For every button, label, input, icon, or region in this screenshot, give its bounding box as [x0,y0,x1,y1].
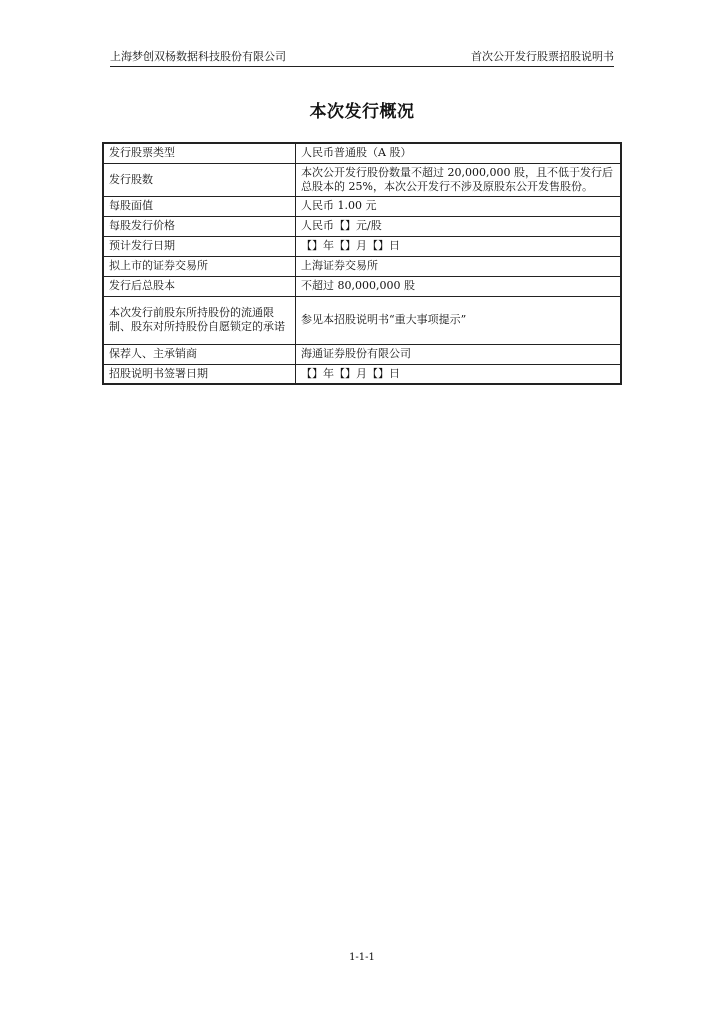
row-value: 人民币 1.00 元 [296,196,622,216]
row-value: 人民币【】元/股 [296,216,622,236]
row-label: 发行股票类型 [103,143,296,163]
table-row [103,236,621,256]
row-value: 海通证券股份有限公司 [296,344,622,364]
page-header [110,52,614,67]
table-row [103,344,621,364]
page-number: 1-1-1 [349,952,375,963]
row-label: 每股面值 [103,196,296,216]
header-document-title: 首次公开发行股票招股说明书 [471,50,614,63]
table-row [103,364,621,384]
row-label: 发行股数 [103,163,296,196]
table-row [103,196,621,216]
page-title: 本次发行概况 [309,102,415,122]
row-value: 【】年【】月【】日 [296,236,622,256]
row-label: 拟上市的证券交易所 [103,256,296,276]
table-row [103,143,621,163]
row-value: 上海证券交易所 [296,256,622,276]
row-label: 本次发行前股东所持股份的流通限制、股东对所持股份自愿锁定的承诺 [103,296,296,344]
table-row [103,216,621,236]
row-label: 每股发行价格 [103,216,296,236]
table-row [103,163,621,196]
row-value: 人民币普通股（A 股） [296,143,622,163]
row-value: 【】年【】月【】日 [296,364,622,384]
row-value: 本次公开发行股份数量不超过 20,000,000 股，且不低于发行后总股本的 25%，本次公开发行不涉及原股东公开发售股份。 [296,163,622,196]
row-label: 保荐人、主承销商 [103,344,296,364]
row-label: 预计发行日期 [103,236,296,256]
table-row [103,256,621,276]
table-row [103,276,621,296]
table-row [103,296,621,344]
row-label: 招股说明书签署日期 [103,364,296,384]
header-company-name: 上海梦创双杨数据科技股份有限公司 [110,50,286,63]
row-value: 参见本招股说明书“重大事项提示” [296,296,622,344]
offering-summary-table [102,142,622,385]
row-label: 发行后总股本 [103,276,296,296]
row-value: 不超过 80,000,000 股 [296,276,622,296]
